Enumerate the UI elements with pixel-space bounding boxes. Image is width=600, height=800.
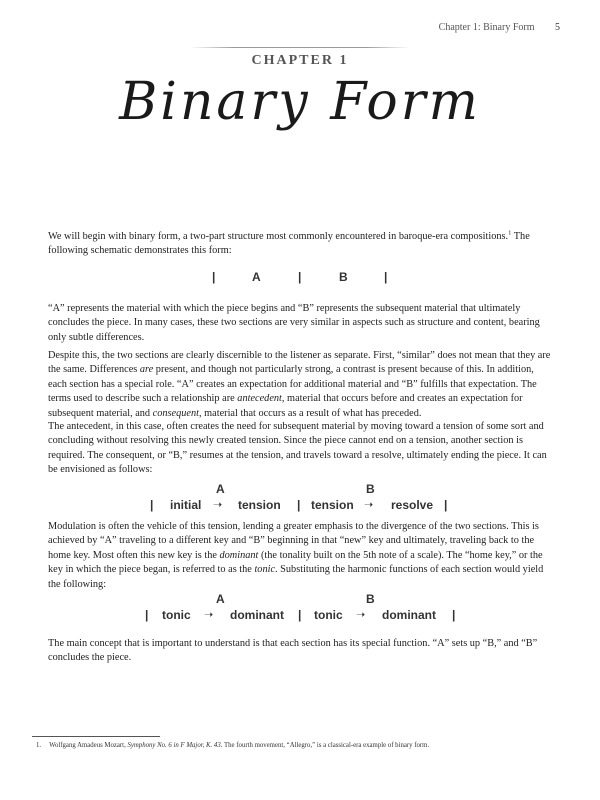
term-tonic: tonic xyxy=(254,564,276,576)
p5-text-c: . Substituting the harmonic functions of each section would yield the following: xyxy=(48,564,544,590)
paragraph-sections xyxy=(48,302,552,345)
flow-tension-a: tension xyxy=(238,498,281,512)
paragraph-conclusion-text: The main concept that is important to understand is that each section has its special function. “A” sets up “B,” and “B” concludes the piece. xyxy=(48,638,538,664)
term-antecedent: antecedent xyxy=(237,393,282,405)
flow-bar: | xyxy=(145,608,149,622)
p3-text-a: Despite this, the two sections are clearly discernible to the listener as separate. First, “similar” does not mean that they are the same. Differences xyxy=(48,350,551,376)
schematic-bar: | xyxy=(384,270,388,284)
footnote-ref[interactable]: 1 xyxy=(508,229,512,237)
footnote-text-a: Wolfgang Amadeus Mozart, xyxy=(49,742,128,749)
term-consequent: consequent xyxy=(152,407,199,419)
harmonic-flow-diagram xyxy=(0,592,600,628)
flow-initial: initial xyxy=(170,498,202,512)
arrow-icon: ➝ xyxy=(213,499,223,511)
page-number: 5 xyxy=(555,22,560,33)
paragraph-modulation xyxy=(48,520,552,592)
flow-label-b: B xyxy=(366,592,375,606)
flow-bar: | xyxy=(452,608,456,622)
flow-bar: | xyxy=(298,608,302,622)
arrow-icon: ➝ xyxy=(204,609,214,621)
p5-text-b: (the tonality built on the 5th note of a scale). The “home key,” or the key in which the piece began, is referred to as the xyxy=(48,549,543,576)
flow-resolve: resolve xyxy=(391,498,434,512)
footnote xyxy=(36,742,576,749)
running-header-title: Chapter 1: Binary Form xyxy=(438,22,535,33)
p3-text-b: present, and though not particularly strong, a contrast is present because of this. In addition, each section has a special role. “A” creates an expectation for additional material and “B” fulfills that expectation. The terms used to describe such a relationship are xyxy=(48,364,537,405)
footnote-divider xyxy=(32,736,160,737)
flow-label-a: A xyxy=(216,482,225,496)
footnote-number: 1. xyxy=(36,742,42,749)
schematic-section-b: B xyxy=(339,270,348,284)
flow-bar: | xyxy=(150,498,154,512)
flow-dominant-a: dominant xyxy=(230,608,284,622)
schematic-bar: | xyxy=(298,270,302,284)
p5-text-a: Modulation is often the vehicle of this tension, lending a greater emphasis to the divergence of the two sections. This is achieved by “A” traveling to a different key and “B” beginning in that “new” key and ultimately, traveling back to the home key. Most often this new key is the xyxy=(48,521,539,561)
chapter-divider xyxy=(190,47,410,48)
paragraph-conclusion xyxy=(48,637,552,666)
flow-bar: | xyxy=(444,498,448,512)
binary-schematic xyxy=(0,270,600,286)
chapter-label: CHAPTER 1 xyxy=(251,53,349,68)
flow-tonic-b: tonic xyxy=(314,608,343,622)
flow-label-a: A xyxy=(216,592,225,606)
p3-em-are: are xyxy=(139,364,154,376)
paragraph-tension-text: The antecedent, in this case, often creates the need for subsequent material by moving toward a tension of some sort and concluding without resolving this newly created tension. Since the piece cannot end on a tension, another section is required. The consequent, or “B,” resumes at the tension, and travels toward a resolve, ultimately ending the piece. It can be envisioned as follows: xyxy=(48,421,547,476)
p3-text-c: , material that occurs before and creates an expectation for subsequent material, and xyxy=(48,393,523,419)
arrow-icon: ➝ xyxy=(356,609,366,621)
paragraph-intro-end: The following schematic demonstrates this form: xyxy=(48,231,530,257)
paragraph-intro xyxy=(48,230,552,259)
flow-bar: | xyxy=(297,498,301,512)
flow-tension-b: tension xyxy=(311,498,354,512)
arrow-icon: ➝ xyxy=(364,499,374,511)
flow-label-b: B xyxy=(366,482,375,496)
chapter-title: Binary Form xyxy=(119,72,481,132)
schematic-section-a: A xyxy=(252,270,261,284)
paragraph-intro-text: We will begin with binary form, a two-part structure most commonly encountered in baroque-era compositions. xyxy=(48,231,509,242)
tension-flow-diagram xyxy=(0,482,600,518)
footnote-work-title: Symphony No. 6 in F Major, K. 43 xyxy=(127,742,221,749)
flow-tonic-a: tonic xyxy=(162,608,191,622)
paragraph-sections-text: “A” represents the material with which the piece begins and “B” represents the subsequent material that ultimately concludes the piece. In many cases, these two sections are very similar in aspects such as structure and content, bearing only subtle differences. xyxy=(48,303,540,343)
p3-text-d: , material that occurs as a result of what has preceded. xyxy=(198,407,422,419)
schematic-bar: | xyxy=(212,270,216,284)
flow-dominant-b: dominant xyxy=(382,608,436,622)
running-header xyxy=(439,22,560,33)
paragraph-antecedent xyxy=(48,349,552,421)
footnote-text-b: . The fourth movement, “Allegro,” is a classical-era example of binary form. xyxy=(220,742,430,749)
term-dominant: dominant xyxy=(219,549,259,561)
paragraph-tension xyxy=(48,420,552,478)
